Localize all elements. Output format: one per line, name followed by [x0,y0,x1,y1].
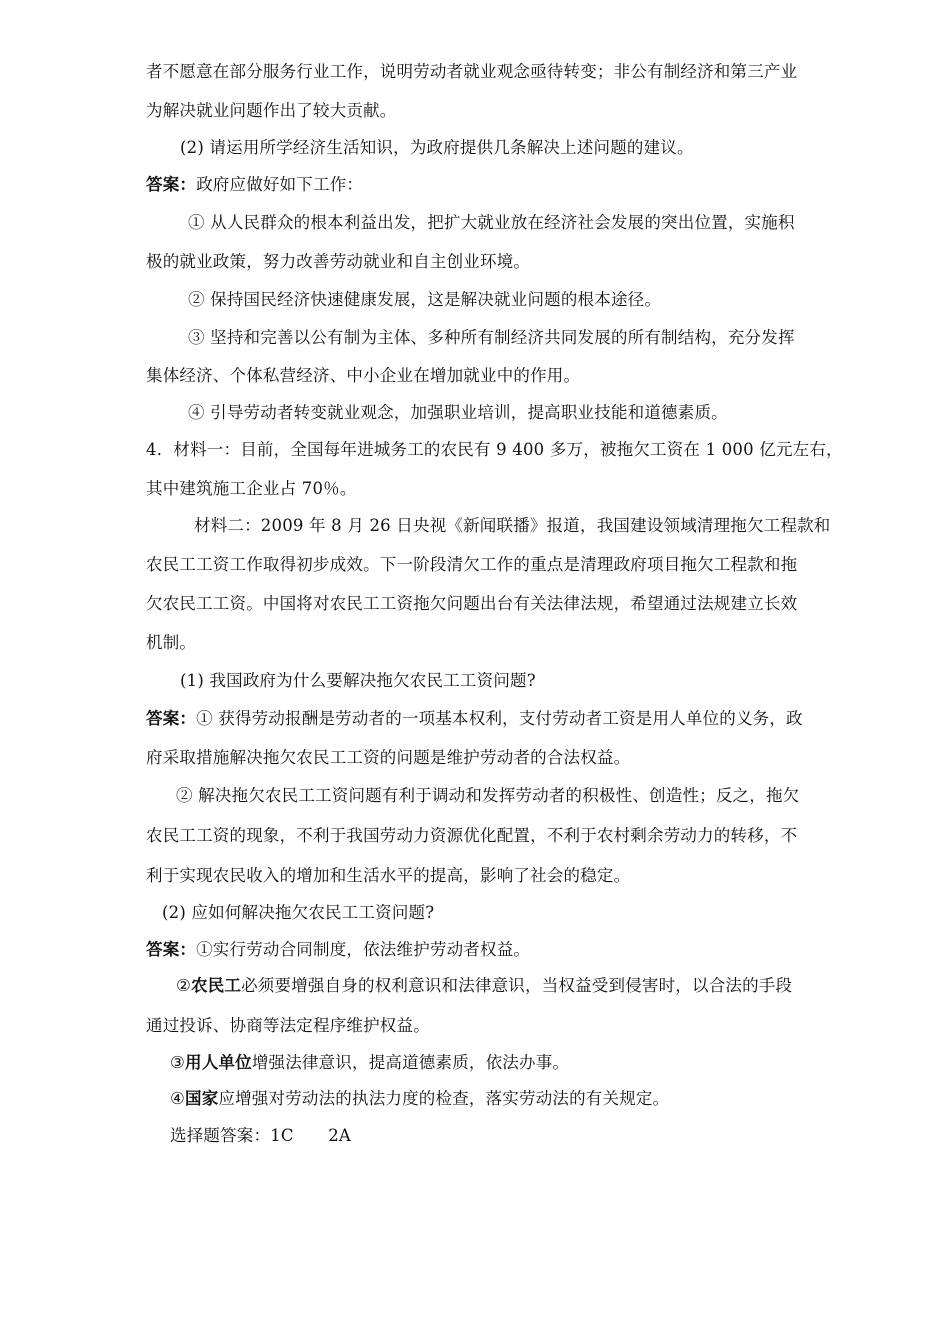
point-text: 必须要增强自身的权利意识和法律意识，当权益受到侵害时，以合法的手段 [241,976,793,995]
q4-sub2-point-4 [170,1089,669,1109]
q3-point-1: ① 从人民群众的根本利益出发，把扩大就业放在经济社会发展的突出位置，实施积 [188,213,795,232]
q4-material-2-cont: 农民工工资工作取得初步成效。下一阶段清欠工作的重点是清理政府项目拖欠工程款和拖 [146,555,798,574]
q3-answer-intro [146,175,363,195]
q4-sub1-point-2-cont: 农民工工资的现象，不利于我国劳动力资源优化配置，不利于农村剩余劳动力的转移，不 [146,826,798,845]
point-number: ③ [170,1053,185,1072]
q4-sub2-answer [146,940,530,960]
q3-material-line: 者不愿意在部分服务行业工作，说明劳动者就业观念亟待转变；非公有制经济和第三产业 [146,62,798,81]
q4-material-2-cont: 机制。 [146,633,197,652]
answer-text: 政府应做好如下工作： [196,175,364,194]
q3-point-2: ② 保持国民经济快速健康发展，这是解决就业问题的根本途径。 [188,290,662,309]
point-text: 增强法律意识，提高道德素质，依法办事。 [251,1053,570,1072]
choice-answers-label: 选择题答案： [170,1126,271,1145]
answer-text: ① 获得劳动报酬是劳动者的一项基本权利，支付劳动者工资是用人单位的义务，政 [196,709,803,728]
point-text: 应增强对劳动法的执法力度的检查，落实劳动法的有关规定。 [218,1089,670,1108]
q4-material-1: 4．材料一：目前，全国每年进城务工的农民有 9 400 多万，被拖欠工资在 1 000 亿元左右， [146,440,843,459]
q4-material-2: 材料二：2009 年 8 月 26 日央视《新闻联播》报道，我国建设领域清理拖欠工程款和 [194,516,831,535]
q3-point-3-cont: 集体经济、个体私营经济、中小企业在增加就业中的作用。 [146,366,581,385]
q4-sub2-point-3 [170,1053,569,1073]
q4-sub1-answer-cont: 府采取措施解决拖欠农民工工资的问题是维护劳动者的合法权益。 [146,748,631,767]
q4-sub1-question: (1) 我国政府为什么要解决拖欠农民工工资问题? [180,671,536,690]
q4-sub2-question: (2) 应如何解决拖欠农民工工资问题? [162,903,435,922]
answer-label: 答案： [146,175,197,194]
point-number: ② [176,976,191,995]
q3-point-4: ④ 引导劳动者转变就业观念，加强职业培训，提高职业技能和道德素质。 [188,403,728,422]
q4-sub1-answer [146,709,803,729]
answer-label: 答案： [146,940,197,959]
choice-answer-2: 2A [328,1126,352,1145]
answer-label: 答案： [146,709,197,728]
point-number: ④ [170,1089,185,1108]
choice-answers [170,1126,351,1146]
emphasis-text: 用人单位 [185,1053,252,1072]
q4-material-1-cont: 其中建筑施工企业占 70％。 [146,479,357,498]
q3-point-1-cont: 极的就业政策，努力改善劳动就业和自主创业环境。 [146,252,531,271]
answer-text: ①实行劳动合同制度，依法维护劳动者权益。 [196,940,531,959]
q3-point-3: ③ 坚持和完善以公有制为主体、多种所有制经济共同发展的所有制结构，充分发挥 [188,328,795,347]
q4-material-2-cont: 欠农民工工资。中国将对农民工工资拖欠问题出台有关法律法规，希望通过法规建立长效 [146,594,798,613]
q4-sub2-point-2 [176,976,792,996]
choice-answer-1: 1C [270,1126,294,1145]
q3-sub2-question: (2) 请运用所学经济生活知识，为政府提供几条解决上述问题的建议。 [180,138,694,157]
emphasis-text: 农民工 [191,976,242,995]
q4-sub1-point-2-cont: 利于实现农民收入的增加和生活水平的提高，影响了社会的稳定。 [146,866,631,885]
emphasis-text: 国家 [185,1089,219,1108]
q4-sub1-point-2: ② 解决拖欠农民工工资问题有利于调动和发挥劳动者的积极性、创造性；反之，拖欠 [176,786,800,805]
q3-material-line: 为解决就业问题作出了较大贡献。 [146,101,397,120]
q4-sub2-point-2-cont: 通过投诉、协商等法定程序维护权益。 [146,1016,430,1035]
